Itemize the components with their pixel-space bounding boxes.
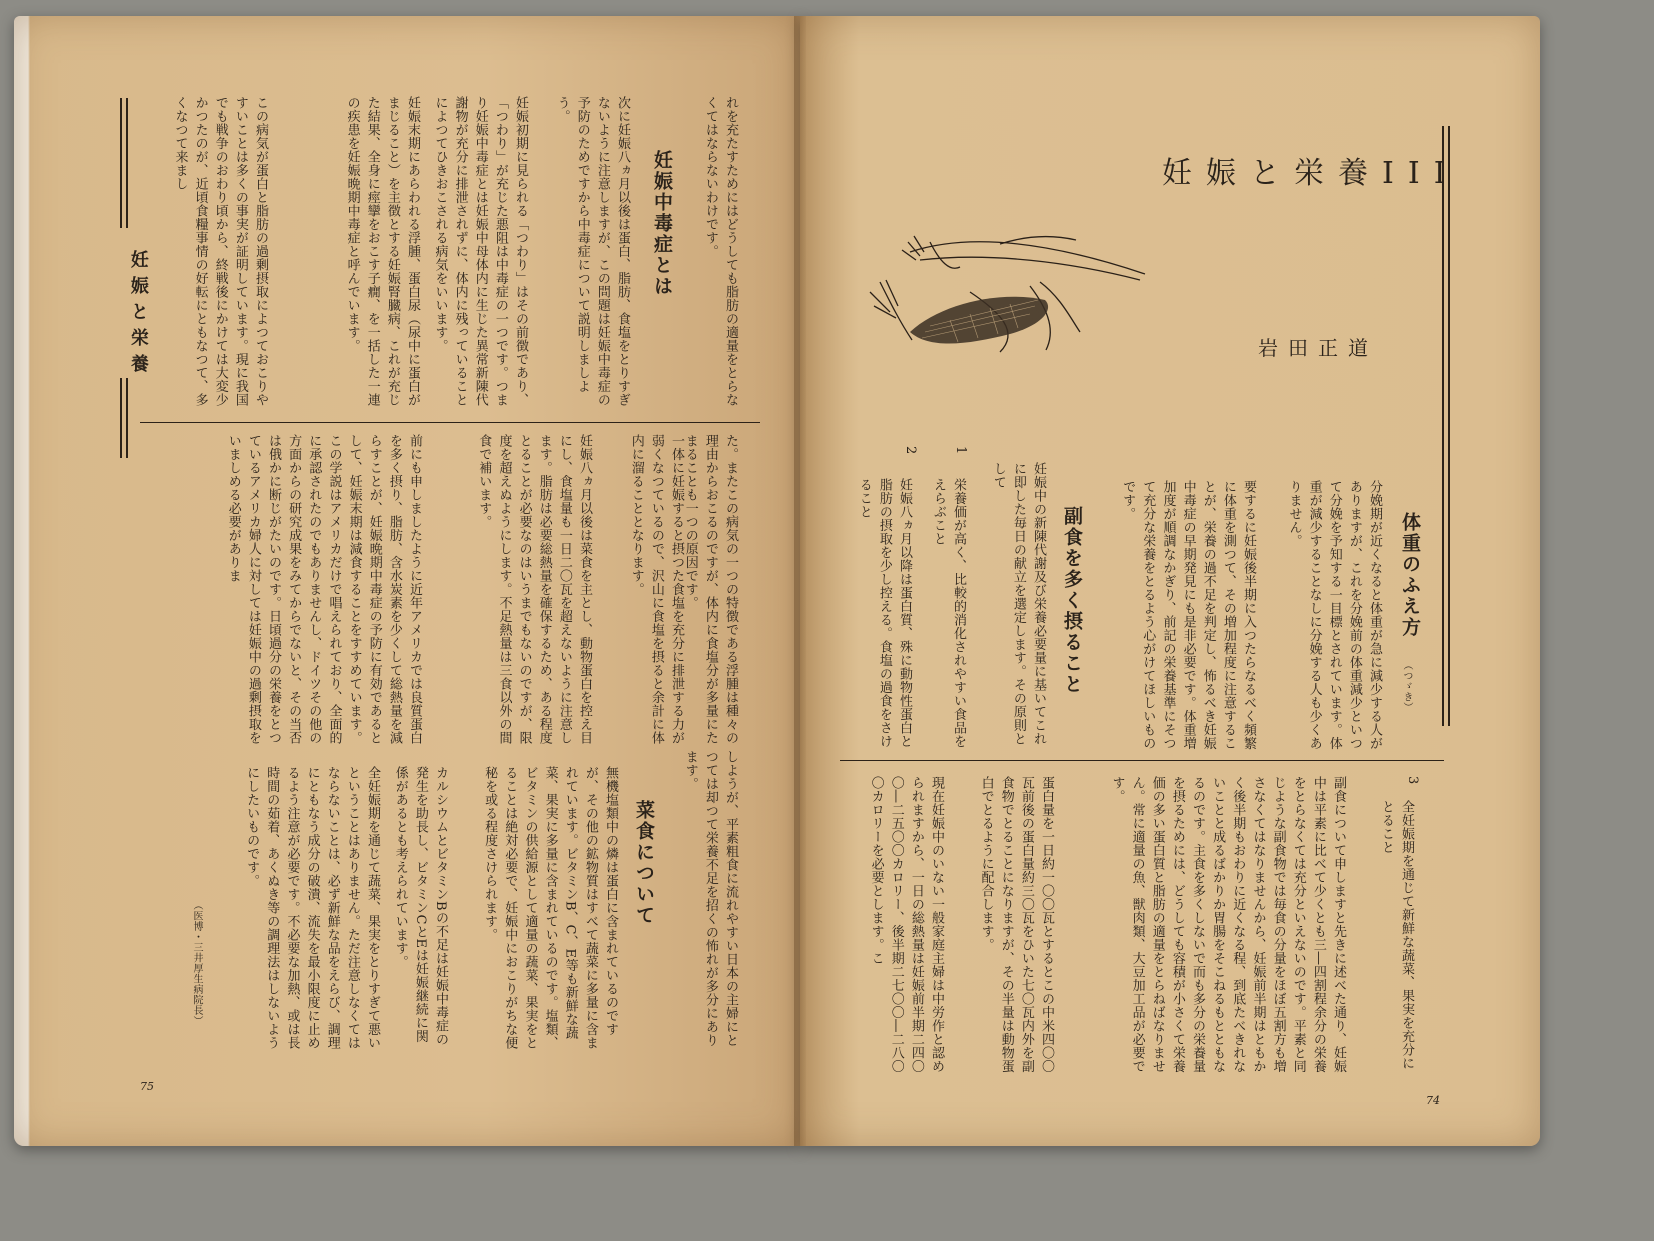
page-number-right: 74 xyxy=(1426,1094,1440,1107)
list-item-1: 栄養価が高く、比較的消化されやすい食品をえらぶこと xyxy=(930,478,966,748)
heading-side-dishes: 副食を多く摂ること xyxy=(1061,506,1083,695)
paragraph-veg-3: 全妊娠期を通じて蔬菜、果実をとりすぎて悪いということはありません。ただ注意しなくてはならないことは、必ず新鮮な品をえらび、調理にともなう成分の破潰、流失を最小限度に止めるよう注意が必要です。不必要な加熱、或は長時間の茹着、あくぬき等の調理法はしないようにしたいものです。 xyxy=(244,766,380,1050)
paragraph-lower-5: しようが、平素粗食に流れやすい日本の主婦にとつては却つて栄養不足を招くの怖れが多分にあります。 xyxy=(682,750,738,1047)
list-number-1: 1 xyxy=(953,446,968,455)
paragraph-weight-1: 分娩期が近くなると体重が急に減少する人がありますが、これを分娩前の体重減少といつて分娩を予知する一目標とされています。体重が減少することなしに分娩する人も少くありません。 xyxy=(1286,480,1382,750)
paragraph-side-1: 妊娠中の新陳代謝及び栄養必要量に基いてこれに即した毎日の献立を選定します。その原則として xyxy=(990,462,1046,746)
page-number-left: 75 xyxy=(140,1080,154,1093)
list-item-3: 全妊娠期を通じて新鮮な蔬菜、果実を充分にとること xyxy=(1378,800,1414,1070)
paragraph-toxemia-1: 次に妊娠八ヵ月以後は蛋白、脂肪、食塩をとりすぎないように注意しますが、この問題は妊娠中毒症の予防のためですから中毒症について説明しましよう。 xyxy=(554,96,630,407)
paragraph-lower-4: 前にも申しましたように近年アメリカでは良質蛋白を多く摂り、脂肪、含水炭素を少くして総熱量を減らすことが、妊娠晩期中毒症の予防に有効であるとして、妊娠末期は減食することをすすめています。この学説はアメリカだけで唱えられており、全面的に承認されたのでもありませんし、ドイツその他の方面からの研究成果をみてからでないと、その当否は俄かに断じがたいのです。日頃過分の栄養をとつているアメリカ婦人に対しては妊娠中の過剰摂取をいましめる必要がありま xyxy=(225,434,422,745)
list-item-2: 妊娠八ヵ月以降は蛋白質、殊に動物性蛋白と脂肪の摂取を少し控える。食塩の過食をさけること xyxy=(856,478,912,748)
paragraph-weight-2: 要するに妊娠後半期に入つたらなるべく頻繁に体重を測つて、その増加程度に注意することが、栄養の過不足を判定し、怖るべき妊娠中毒症の早期発見にも是非必要です。体重増加度が順調なかぎり、前記の栄養基準にそつて充分な栄養をとるよう心がけてほしいものです。 xyxy=(1120,480,1256,750)
paragraph-toxemia-3: 妊娠末期にあらわれる浮腫、蛋白尿（尿中に蛋白がまじること）を主徴とする妊娠腎臓病、これが充じた結果、全身に痙攣をおこす子癇、を一括した一連の疾患を妊娠晩期中毒症と呼んでいます。 xyxy=(344,96,420,407)
left-section-divider xyxy=(140,422,760,423)
paragraph-toxemia-4: この病気が蛋白と脂肪の過剰摂取によつておこりやすいことは多くの事実が証明しています。現に我国でも戦争のおわり頃から、終戦後にかけては大変少かつたのが、近頃食糧事情の好転にともなつて、多くなつて来まし xyxy=(172,96,268,407)
author-credential: （医博・三井厚生病院長） xyxy=(191,900,202,1026)
author-name: 岩田正道 xyxy=(1258,336,1378,360)
right-section-divider xyxy=(840,760,1444,761)
heading-toxemia: 妊娠中毒症とは xyxy=(651,150,673,297)
running-header: 妊娠と栄養 xyxy=(127,250,149,380)
paragraph-side-3: 蛋白量を一日約一〇〇瓦とするとこの中米四〇〇瓦前後の蛋白量約三〇瓦をひいた七〇瓦内外を副食物でとることになりますが、その半量は動物蛋白でとるように配合します。 xyxy=(978,776,1054,1073)
corn-illustration xyxy=(850,222,1170,366)
list-number-2: 2 xyxy=(903,446,918,455)
book-gutter xyxy=(794,16,806,1146)
heading-weight-gain-continued: （つゞき） xyxy=(1401,660,1412,713)
paragraph-side-2: 副食について申しますと先きに述べた通り、妊娠中は平素に比べて少くとも三―四割程余分の栄養をとらなくては充分といえないのです。平素と同じような副食物では毎食の分量をほぼ五割方も増さなくてはなりませんから、妊娠前半期はともかく後半期もおわりに近くなる程、到底たべきれないことと成るばかりか胃腸をそこねるもとともなるのです。主食を多くしないで而も多分の栄養量を摂るためには、どうしても容積が小さくて栄養価の多い蛋白質と脂肪の適量をとらねばなりません。常に適量の魚、獣肉類、大豆加工品が必要です。 xyxy=(1109,776,1346,1073)
paragraph-veg-2: カルシウムとビタミンBの不足は妊娠中毒症の発生を助長し、ビタミンCとEは妊娠継続に関係があるとも考えられています。 xyxy=(392,766,448,1047)
list-number-3: 3 xyxy=(1405,776,1420,785)
paragraph-toxemia-2: 妊娠初期に見られる「つわり」はその前徴であり、「つわり」が充じた悪阻は中毒症の一つです。つまり妊娠中毒症とは妊娠中母体内に生じた異常新陳代謝物が充分に排泄されずに、体内に残っていることによつてひきおこされる病気をいいます。 xyxy=(432,96,528,407)
paragraph-lower-2: 一体に妊娠すると摂つた食塩を充分に排泄する力が弱くなつているので、沢山に食塩を摂ると余計に体内に溜ることとなります。 xyxy=(628,434,684,745)
intro-paragraph: れを充たすためにはどうしても脂肪の適量をとらなくてはならないわけです。 xyxy=(702,96,738,407)
article-title: 妊娠と栄養III xyxy=(1162,156,1460,191)
paragraph-veg-1: 無機塩類中の燐は蛋白に含まれているのですが、その他の鉱物質はすべて蔬菜に多量に含まれています。ビタミンB、C、E等も新鮮な蔬菜、果実に多量に含まれているのです。塩類、ビタミンの供給源として適量の蔬菜、果実をとることは絶対必要で、妊娠中におこりがちな便秘を或る程度さけられます。 xyxy=(482,766,618,1050)
heading-weight-gain: 体重のふえ方 xyxy=(1399,512,1421,638)
title-rule-inner xyxy=(1448,126,1450,726)
paragraph-lower-1: た。またこの病気の一つの特徴である浮腫は種々の理由からおこるのですが、体内に食塩分が多量にたまることも一つの原因です。 xyxy=(682,434,738,745)
title-rule-outer xyxy=(1442,126,1444,726)
paragraph-lower-3: 妊娠八ヵ月以後は菜食を主とし、動物蛋白を控え目にし、食塩量も一日二〇瓦を超えないように注意します。脂肪は必要総熱量を確保するため、ある程度とることが必要なのはいうまでもないのですが、限度を超えぬようにします。不足熱量は三食以外の間食で補います。 xyxy=(476,434,592,745)
paragraph-side-4: 現在妊娠中のいない一般家庭主婦は中労作と認められますから、一日の総熱量は妊娠前半期二四〇〇―二五〇〇カロリー、後半期二七〇〇―二八〇〇カロリーを必要とします。こ xyxy=(868,776,944,1073)
heading-vegetables: 菜食について xyxy=(633,800,655,926)
